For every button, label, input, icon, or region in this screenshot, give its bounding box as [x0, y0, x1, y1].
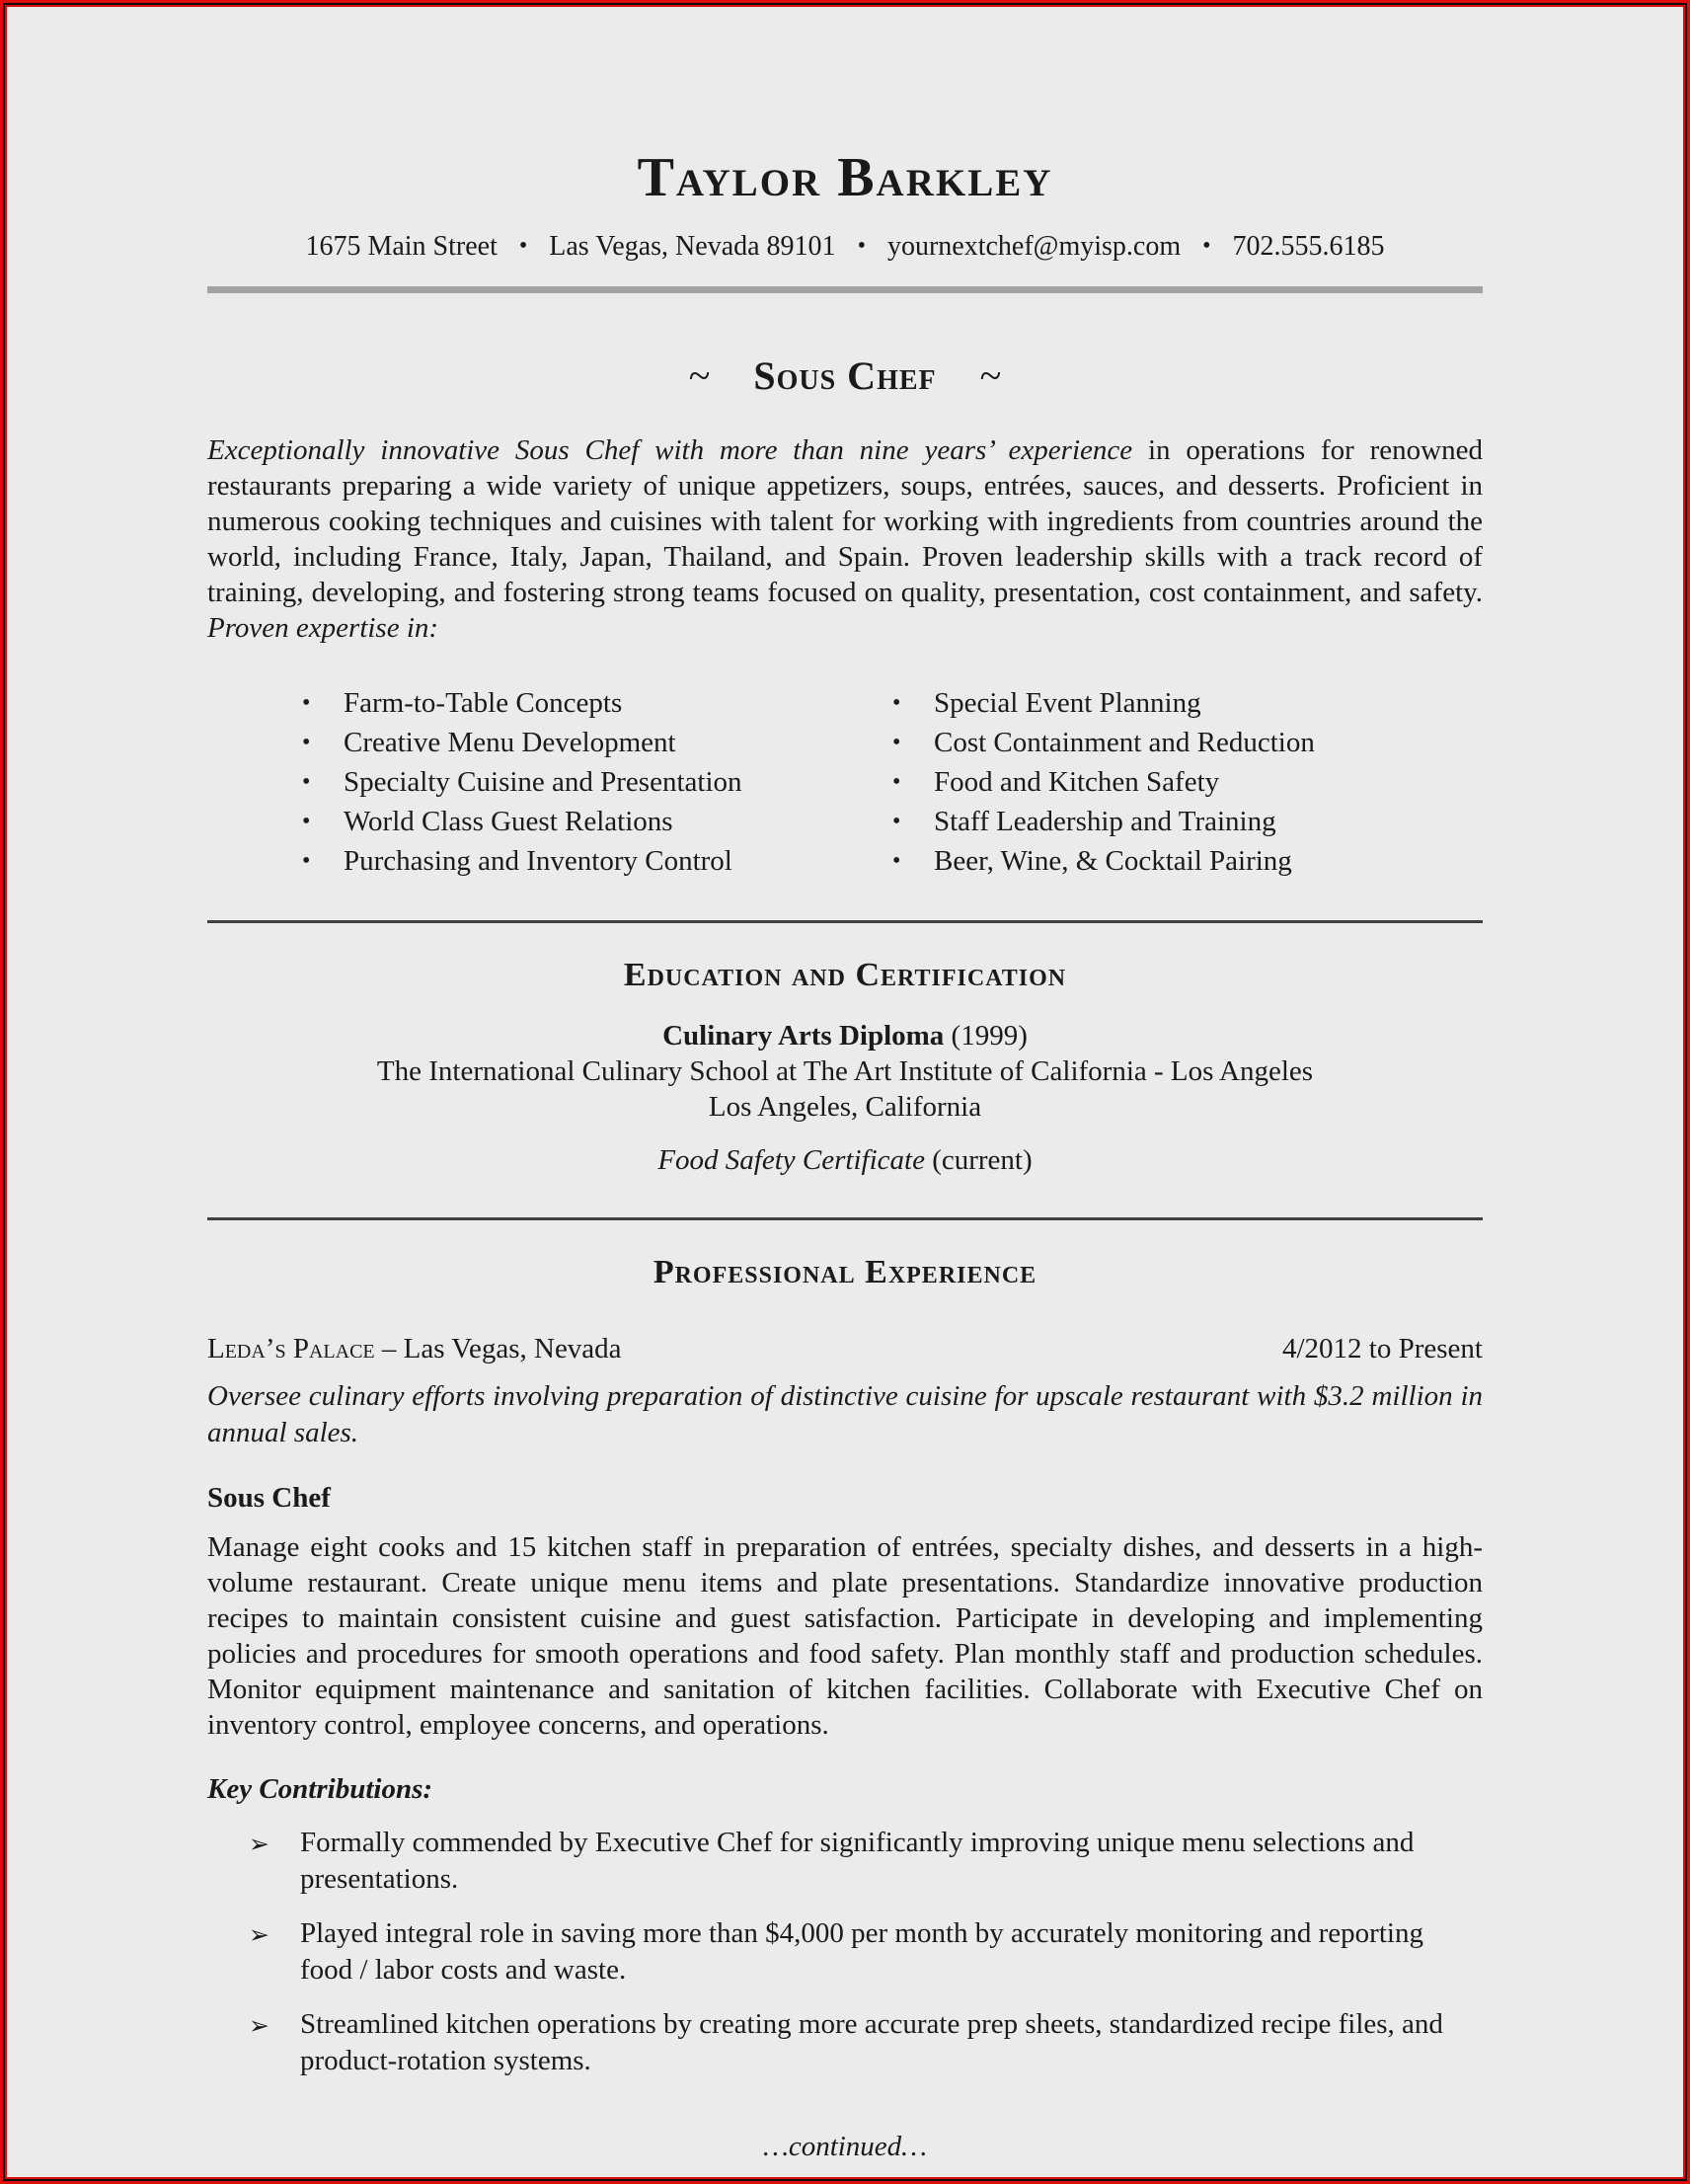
skills-section [207, 683, 1483, 881]
arrow-bullet-icon: ➢ [249, 1832, 269, 1859]
role-description: Manage eight cooks and 15 kitchen staff in preparation of entrées, specialty dishes, and desserts in a high-volume restaurant. Create unique menu items and plate presentations. Standardize innovative production recipes to maintain consistent cuisine and guest satisfaction. Participate in developing and implementing policies and procedures for smooth operations and food safety. Plan monthly staff and production schedules. Monitor equipment maintenance and sanitation of kitchen facilities. Collaborate with Executive Chef on inventory control, employee concerns, and operations. [207, 1531, 1483, 1742]
employer-location: – Las Vegas, Nevada [374, 1333, 622, 1365]
skill-label: Farm-to-Table Concepts [344, 687, 623, 720]
skill-label: Purchasing and Inventory Control [344, 845, 732, 878]
experience-heading: Professional Experience [653, 1254, 1037, 1291]
role-title: Sous Chef [207, 1482, 331, 1515]
employer-name-location [207, 1331, 622, 1366]
bullet-icon: • [302, 690, 311, 717]
diploma-line [207, 1018, 1483, 1053]
bullet-icon: • [302, 848, 311, 875]
certificate-line [207, 1142, 1483, 1178]
tilde-right: ~ [979, 353, 1002, 399]
bullet-icon: • [892, 690, 901, 717]
bullet-icon: • [892, 769, 901, 796]
header-rule [207, 286, 1483, 293]
contribution-text: Formally commended by Executive Chef for significantly improving unique menu selections and presentations. [300, 1827, 1415, 1896]
page-border-red-inner [5, 5, 1685, 2179]
contact-city: Las Vegas, Nevada 89101 [549, 231, 836, 263]
contribution-text: Played integral role in saving more than $4,000 per month by accurately monitoring and reporting food / labor costs and waste. [300, 1917, 1423, 1987]
bullet-icon: • [302, 809, 311, 835]
contribution-item [207, 1915, 1483, 1989]
skill-label: Food and Kitchen Safety [934, 766, 1220, 799]
bullet-icon: • [892, 809, 901, 835]
skill-label: World Class Guest Relations [344, 806, 673, 838]
bullet-icon: • [892, 848, 901, 875]
certificate-status: (current) [924, 1144, 1033, 1177]
skill-item [892, 683, 1483, 723]
school-location-line: Los Angeles, California [708, 1091, 982, 1124]
skill-label: Creative Menu Development [344, 727, 676, 759]
summary-tail-italic: Proven expertise in: [207, 612, 439, 645]
skill-item [892, 723, 1483, 762]
section-divider [207, 1217, 1483, 1220]
bullet-icon: • [302, 730, 311, 756]
skill-item [892, 841, 1483, 881]
contact-phone: 702.555.6185 [1232, 231, 1385, 263]
contribution-item [207, 1825, 1483, 1898]
skill-label: Cost Containment and Reduction [934, 727, 1315, 759]
skills-list-right [845, 683, 1483, 881]
page-border-black-line [3, 3, 1687, 2181]
skill-label: Special Event Planning [934, 687, 1201, 720]
contact-separator-icon: • [857, 233, 866, 260]
contact-separator-icon: • [518, 233, 528, 260]
employer-line [207, 1331, 1483, 1366]
school-line: The International Culinary School at The Art Institute of California - Los Angeles [376, 1055, 1314, 1088]
contribution-text: Streamlined kitchen operations by creating more accurate prep sheets, standardized recipe files, and product-rotation systems. [300, 2008, 1443, 2077]
skill-label: Beer, Wine, & Cocktail Pairing [934, 845, 1292, 878]
skill-item [302, 802, 845, 841]
summary-lead-italic: Exceptionally innovative Sous Chef with more than nine years’ experience [207, 434, 1133, 467]
summary-paragraph [207, 432, 1483, 646]
tilde-left: ~ [688, 353, 711, 399]
education-heading: Education and Certification [623, 957, 1067, 994]
section-divider [207, 920, 1483, 923]
skill-item [302, 841, 845, 881]
skill-item [302, 762, 845, 802]
employer-blurb: Oversee culinary efforts involving preparation of distinctive cuisine for upscale restaurant with $3.2 million in annual sales. [207, 1380, 1483, 1449]
employer-name: Leda’s Palace [207, 1333, 375, 1365]
skill-item [892, 762, 1483, 802]
contact-line [207, 231, 1483, 263]
continued-note: …continued… [763, 2131, 927, 2163]
contact-separator-icon: • [1202, 233, 1211, 260]
employment-dates: 4/2012 to Present [1282, 1333, 1483, 1365]
diploma-year: (1999) [944, 1020, 1028, 1053]
bullet-icon: • [892, 730, 901, 756]
skills-list-left [207, 683, 845, 881]
skill-item [302, 723, 845, 762]
job-title-heading [207, 352, 1483, 399]
skill-item [892, 802, 1483, 841]
resume-page [7, 7, 1683, 2177]
job-title-text: Sous Chef [753, 353, 937, 399]
contact-address: 1675 Main Street [305, 231, 498, 263]
contact-email: yournextchef@myisp.com [886, 231, 1182, 263]
candidate-name: Taylor Barkley [637, 147, 1053, 208]
resume-content [7, 7, 1683, 2163]
contribution-item [207, 2006, 1483, 2079]
arrow-bullet-icon: ➢ [249, 2013, 269, 2041]
skill-label: Specialty Cuisine and Presentation [344, 766, 742, 799]
certificate-name: Food Safety Certificate [657, 1144, 925, 1177]
diploma-name: Culinary Arts Diploma [662, 1020, 945, 1053]
skill-label: Staff Leadership and Training [934, 806, 1276, 838]
summary-body: in operations for renowned restaurants preparing a wide variety of unique appetizers, soups, entrées, sauces, and desserts. Proficient in numerous cooking techniques and cuisines with talent for working with ingredients from countries around the world, including France, Italy, Japan, Thailand, and Spain. Proven leadership skills with a track record of training, developing, and fostering strong teams focused on quality, presentation, cost containment, and safety. [207, 434, 1483, 609]
skill-item [302, 683, 845, 723]
bullet-icon: • [302, 769, 311, 796]
key-contributions-heading: Key Contributions: [207, 1773, 433, 1806]
arrow-bullet-icon: ➢ [249, 1922, 269, 1950]
